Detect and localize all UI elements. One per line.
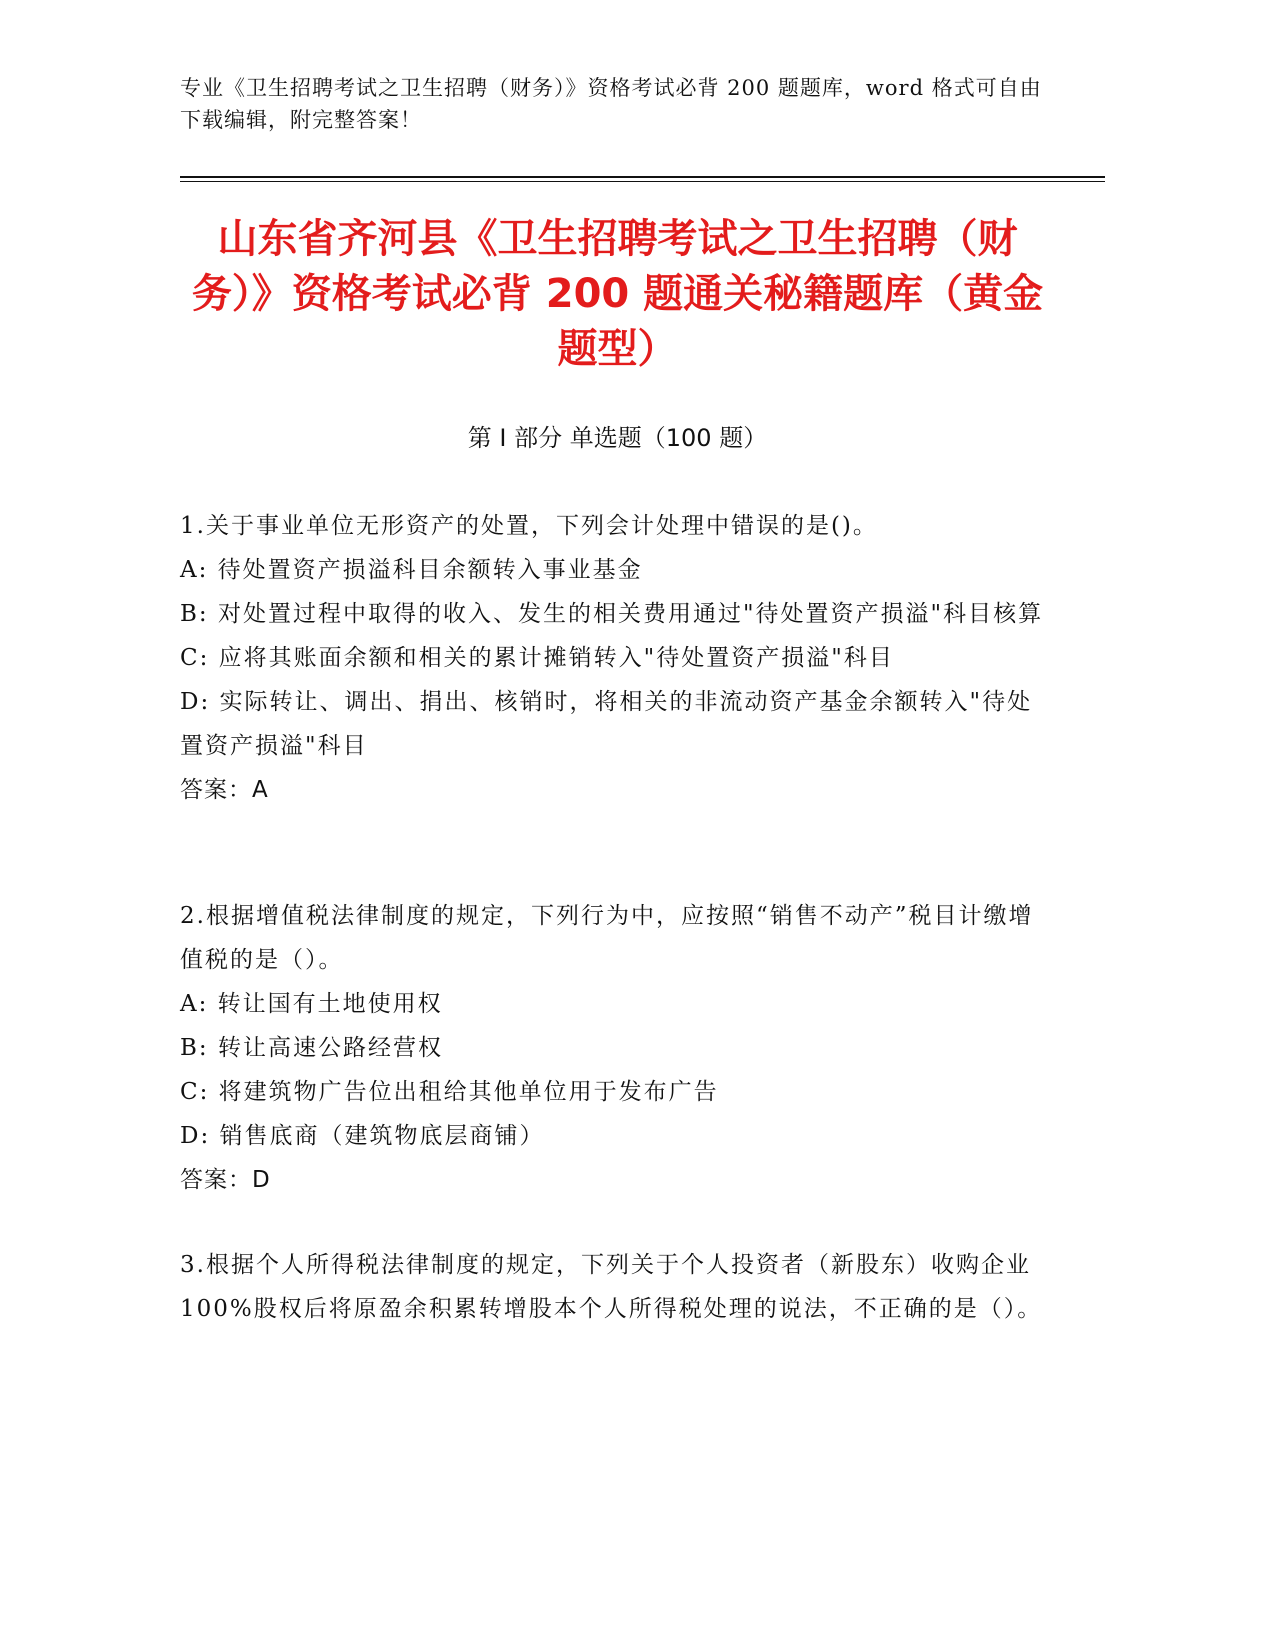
option-d: D: 实际转让、调出、捐出、核销时，将相关的非流动资产基金余额转入"待处置资产损溢"科目 — [180, 689, 1033, 759]
header-note: 专业《卫生招聘考试之卫生招聘（财务）》资格考试必背 200 题题库，word 格式可自由下载编辑，附完整答案！ — [180, 76, 1042, 132]
section-heading: 第 I 部分 单选题（100 题） — [467, 424, 768, 452]
header-divider-thick — [180, 176, 1105, 178]
option-a: A: 转让国有土地使用权 — [180, 991, 443, 1017]
answer: 答案：A — [180, 777, 269, 803]
question-stem: 1.关于事业单位无形资产的处置，下列会计处理中错误的是()。 — [180, 513, 878, 539]
question-stem: 2.根据增值税法律制度的规定，下列行为中，应按照“销售不动产”税目计缴增值税的是（）。 — [180, 903, 1034, 973]
question-stem: 3.根据个人所得税法律制度的规定，下列关于个人投资者（新股东）收购企业100%股权后将原盈余积累转增股本个人所得税处理的说法，不正确的是（）。 — [180, 1252, 1043, 1322]
answer: 答案：D — [180, 1167, 271, 1193]
option-b: B: 对处置过程中取得的收入、发生的相关费用通过"待处置资产损溢"科目核算 — [180, 601, 1044, 627]
option-c: C: 应将其账面余额和相关的累计摊销转入"待处置资产损溢"科目 — [180, 645, 894, 671]
question-1 — [180, 504, 1050, 812]
option-d: D: 销售底商（建筑物底层商铺） — [180, 1123, 545, 1149]
header-divider-thin — [180, 181, 1105, 182]
question-2 — [180, 894, 1050, 1202]
question-3 — [180, 1243, 1050, 1331]
option-b: B: 转让高速公路经营权 — [180, 1035, 443, 1061]
option-c: C: 将建筑物广告位出租给其他单位用于发布广告 — [180, 1079, 719, 1105]
option-a: A: 待处置资产损溢科目余额转入事业基金 — [180, 557, 643, 583]
document-title: 山东省齐河县《卫生招聘考试之卫生招聘（财务）》资格考试必背 200 题通关秘籍题库（黄金题型） — [191, 216, 1044, 372]
